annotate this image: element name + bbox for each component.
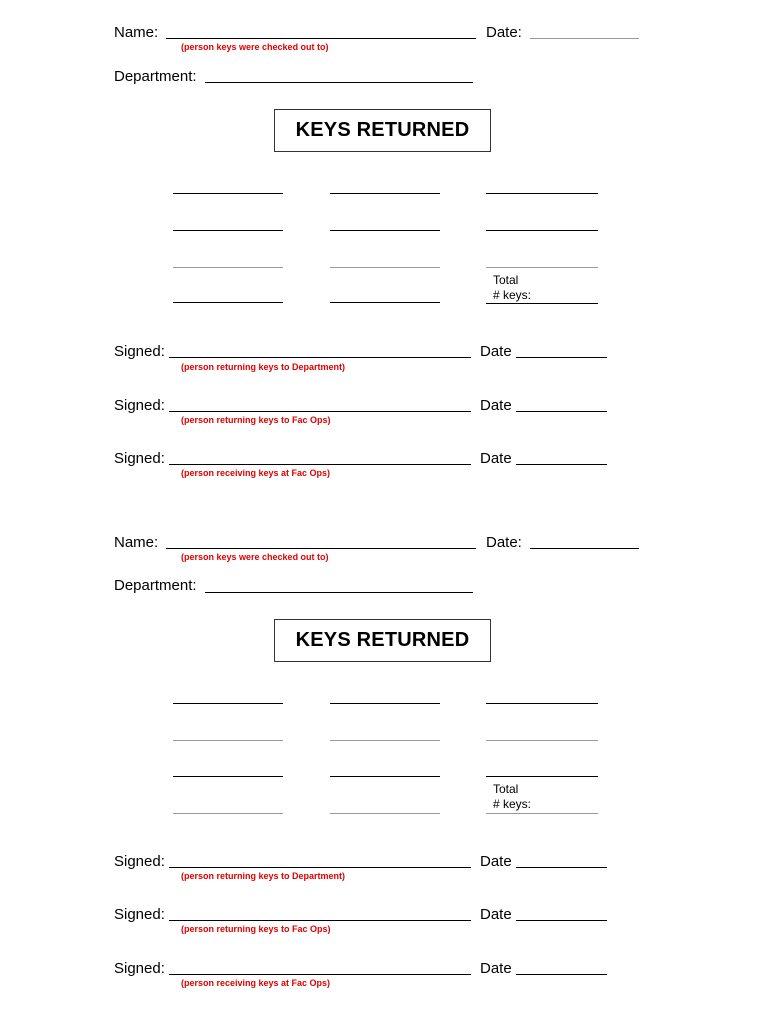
- signed-label: Signed:: [114, 343, 165, 360]
- signature-date-label: Date: [480, 397, 512, 414]
- signature-date-field[interactable]: [516, 411, 607, 412]
- key-field[interactable]: [330, 813, 440, 814]
- key-field[interactable]: [330, 193, 440, 194]
- total-label: Total: [493, 273, 519, 287]
- key-field[interactable]: [330, 703, 440, 704]
- key-field[interactable]: [330, 230, 440, 231]
- signature-date-field[interactable]: [516, 867, 607, 868]
- key-field[interactable]: [330, 740, 440, 741]
- signature-date-field[interactable]: [516, 357, 607, 358]
- key-field[interactable]: [486, 193, 598, 194]
- key-field[interactable]: [173, 302, 283, 303]
- signature-note: (person returning keys to Department): [181, 871, 346, 881]
- key-field[interactable]: [330, 302, 440, 303]
- department-field[interactable]: [205, 592, 473, 593]
- title-box: [274, 619, 491, 662]
- key-field[interactable]: [173, 703, 283, 704]
- signed-label: Signed:: [114, 450, 165, 467]
- name-field[interactable]: [166, 548, 476, 549]
- signature-date-label: Date: [480, 853, 512, 870]
- signature-note: (person returning keys to Fac Ops): [181, 924, 331, 934]
- signature-note: (person receiving keys at Fac Ops): [181, 468, 331, 478]
- title-box: [274, 109, 491, 152]
- key-field[interactable]: [486, 230, 598, 231]
- key-field[interactable]: [173, 813, 283, 814]
- signature-date-field[interactable]: [516, 974, 607, 975]
- date-field[interactable]: [530, 38, 639, 39]
- signature-field[interactable]: [169, 464, 471, 465]
- key-field[interactable]: [486, 740, 598, 741]
- signature-field[interactable]: [169, 411, 471, 412]
- key-field[interactable]: [330, 267, 440, 268]
- keys-count-label: # keys:: [493, 288, 532, 302]
- signature-field[interactable]: [169, 920, 471, 921]
- signature-note: (person returning keys to Department): [181, 362, 346, 372]
- key-return-form-1: [0, 0, 770, 510]
- signed-label: Signed:: [114, 397, 165, 414]
- signature-note: (person receiving keys at Fac Ops): [181, 978, 331, 988]
- key-field[interactable]: [486, 776, 598, 777]
- keys-count-label: # keys:: [493, 797, 532, 811]
- department-field[interactable]: [205, 82, 473, 83]
- signature-field[interactable]: [169, 357, 471, 358]
- name-note: (person keys were checked out to): [181, 552, 329, 562]
- name-note: (person keys were checked out to): [181, 42, 329, 52]
- date-field[interactable]: [530, 548, 639, 549]
- key-field[interactable]: [173, 740, 283, 741]
- total-keys-field[interactable]: [486, 303, 598, 304]
- key-field[interactable]: [173, 193, 283, 194]
- key-return-form-2: [0, 510, 770, 1020]
- signature-field[interactable]: [169, 974, 471, 975]
- form-title: KEYS RETURNED: [295, 629, 470, 651]
- signature-field[interactable]: [169, 867, 471, 868]
- name-field[interactable]: [166, 38, 476, 39]
- key-field[interactable]: [173, 267, 283, 268]
- signature-note: (person returning keys to Fac Ops): [181, 415, 331, 425]
- signature-date-label: Date: [480, 960, 512, 977]
- key-field[interactable]: [330, 776, 440, 777]
- signed-label: Signed:: [114, 960, 165, 977]
- department-label: Department:: [114, 577, 197, 594]
- total-label: Total: [493, 782, 519, 796]
- department-label: Department:: [114, 68, 197, 85]
- total-keys-field[interactable]: [486, 813, 598, 814]
- signature-date-field[interactable]: [516, 464, 607, 465]
- signature-date-label: Date: [480, 343, 512, 360]
- signed-label: Signed:: [114, 853, 165, 870]
- key-field[interactable]: [173, 230, 283, 231]
- key-field[interactable]: [173, 776, 283, 777]
- key-field[interactable]: [486, 703, 598, 704]
- key-field[interactable]: [486, 267, 598, 268]
- name-label: Name:: [114, 534, 159, 551]
- signed-label: Signed:: [114, 906, 165, 923]
- name-label: Name:: [114, 24, 159, 41]
- date-label: Date:: [486, 24, 522, 41]
- signature-date-label: Date: [480, 906, 512, 923]
- signature-date-label: Date: [480, 450, 512, 467]
- date-label: Date:: [486, 534, 522, 551]
- form-title: KEYS RETURNED: [295, 119, 470, 141]
- signature-date-field[interactable]: [516, 920, 607, 921]
